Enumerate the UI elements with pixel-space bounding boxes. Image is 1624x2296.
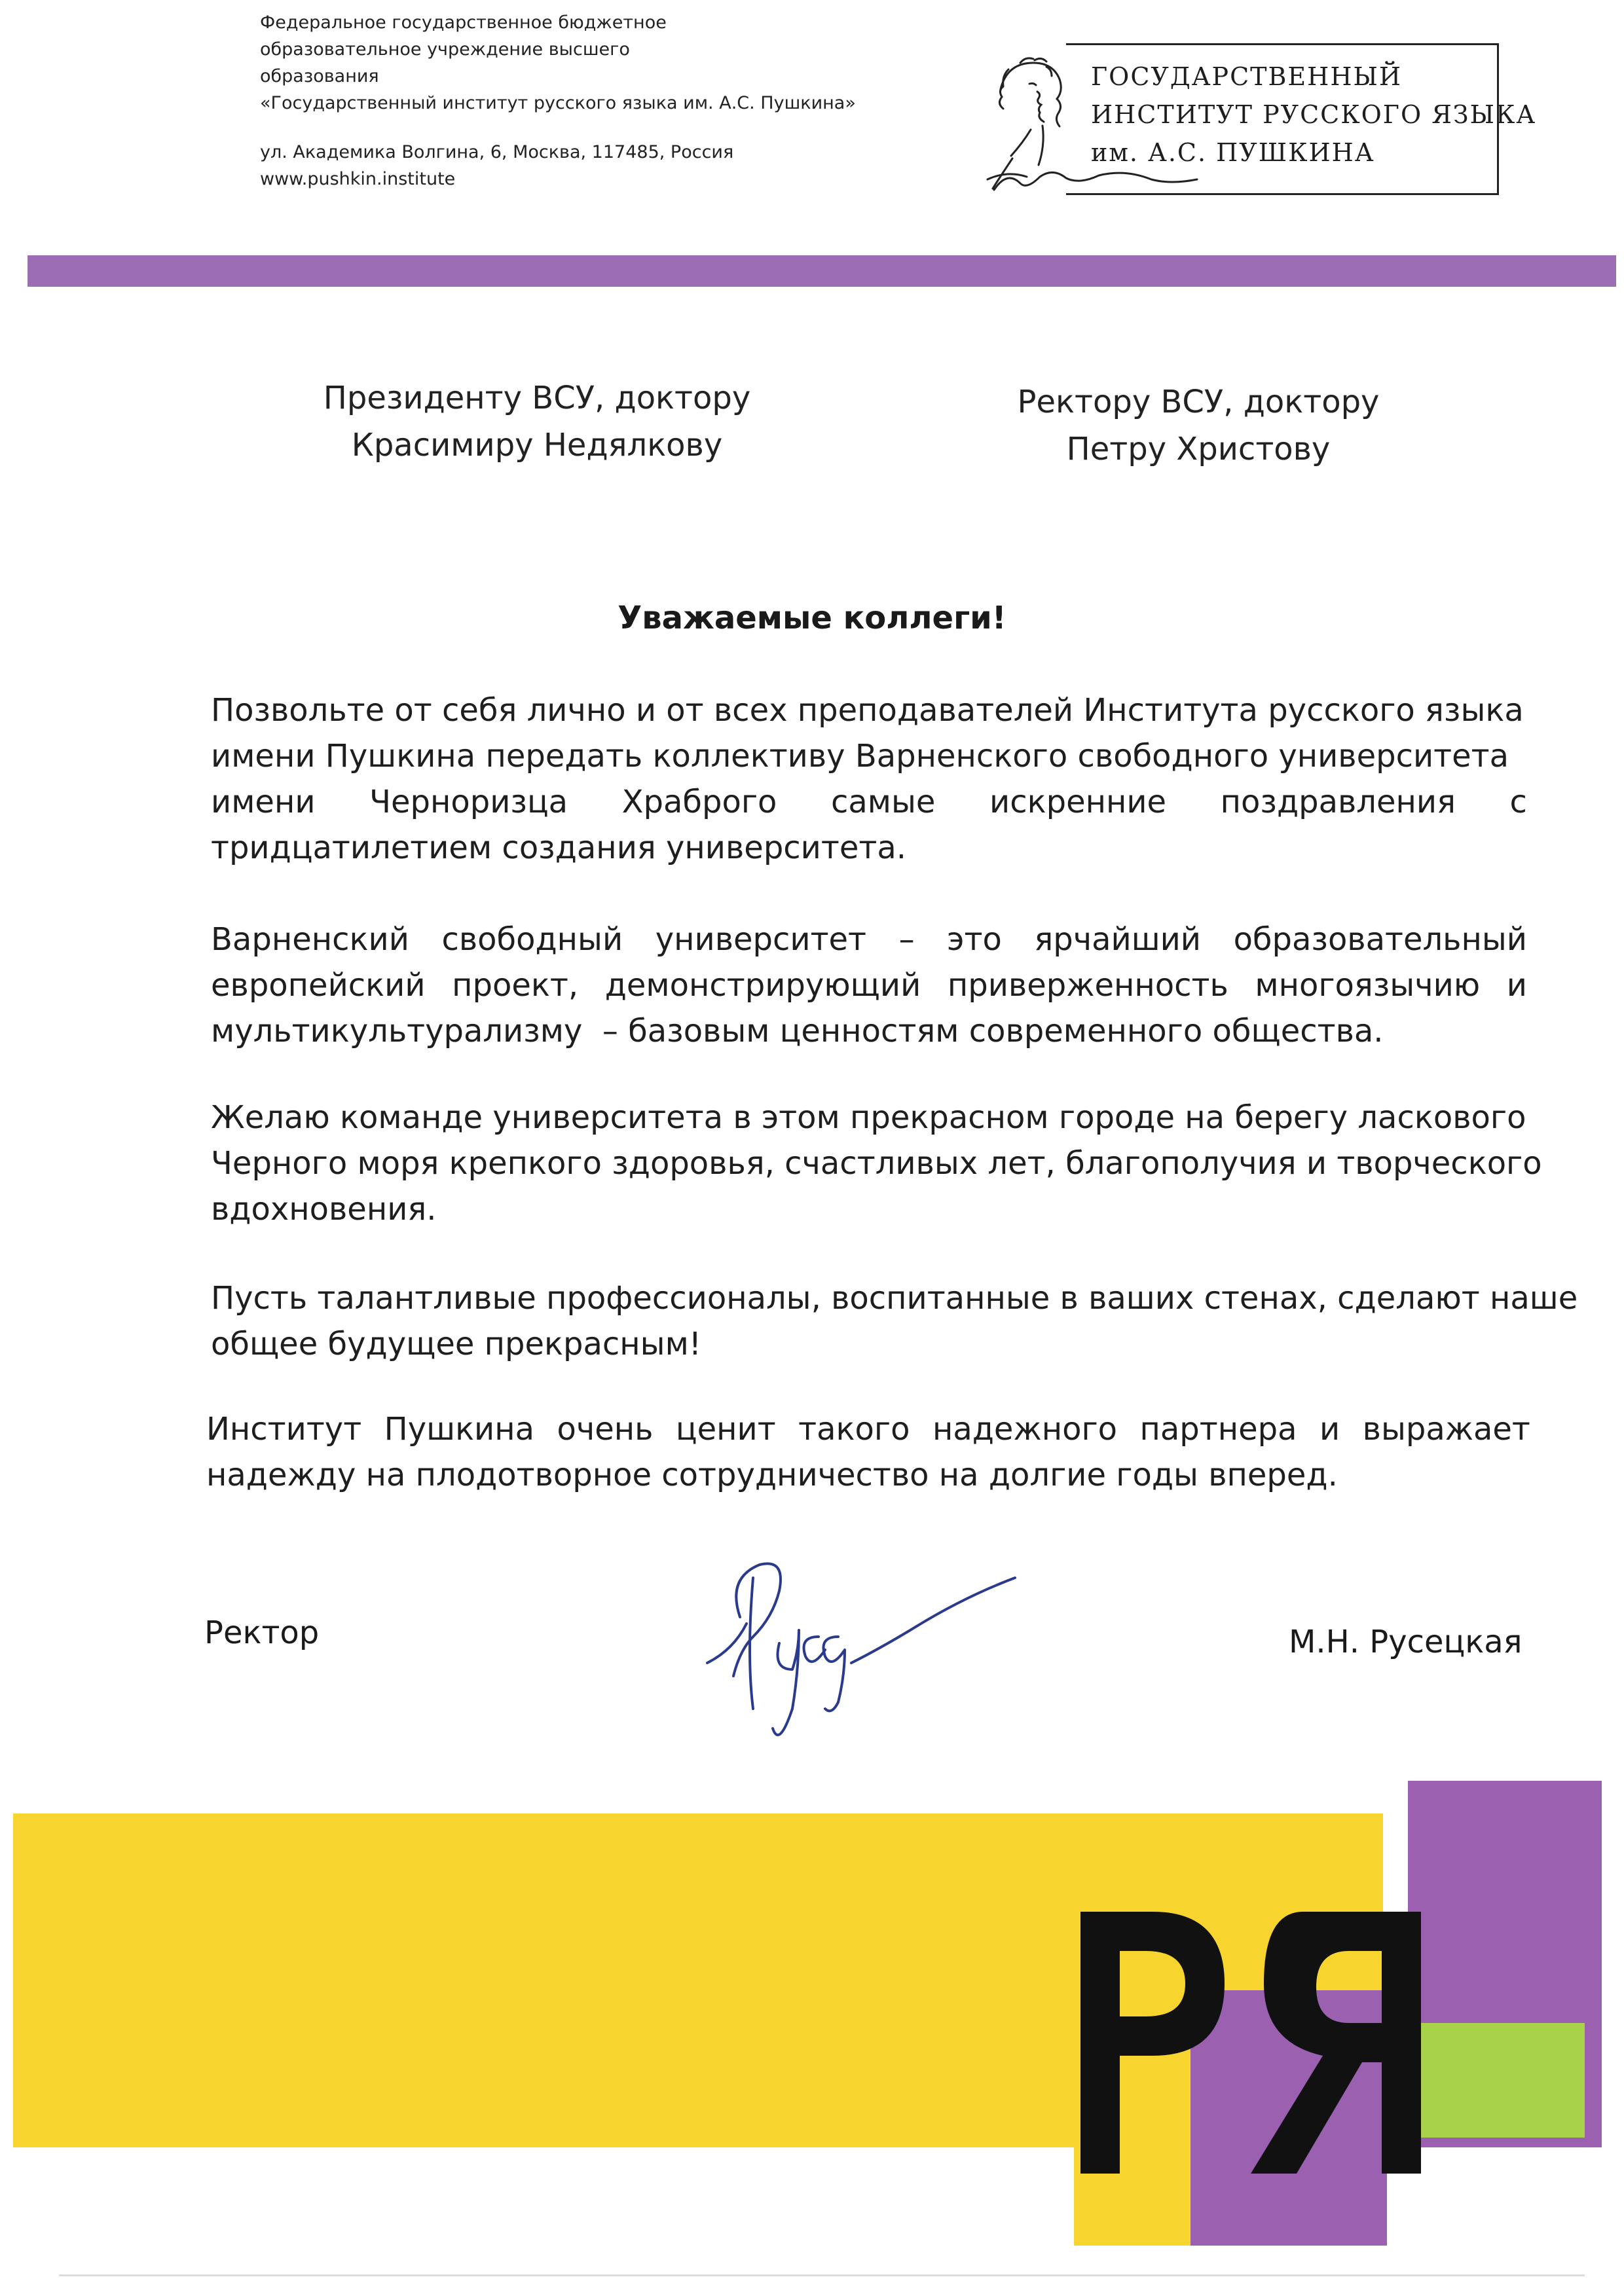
text-line: общее будущее прекрасным! — [211, 1326, 702, 1362]
organization-contacts — [260, 139, 733, 192]
word: и — [1506, 967, 1527, 1004]
org-line: образовательное учреждение высшего — [260, 39, 630, 60]
word: Варненский — [211, 921, 409, 958]
word: университет — [655, 921, 867, 958]
word: европейский — [211, 967, 426, 1004]
word: и — [1320, 1411, 1340, 1448]
text-line: Позвольте от себя лично и от всех преподавателей Института русского языка — [211, 692, 1524, 729]
text-line: Желаю команде университета в этом прекрасном городе на берегу ласкового — [211, 1099, 1526, 1136]
text-line-justified — [211, 962, 1527, 1008]
word: приверженность — [947, 967, 1228, 1004]
paragraph-partnership — [206, 1406, 1530, 1498]
organization-name — [260, 9, 915, 117]
org-line: Федеральное государственное бюджетное — [260, 12, 667, 33]
addressee-line: Ректору ВСУ, доктору — [1017, 384, 1380, 420]
word: партнера — [1139, 1411, 1297, 1448]
institute-logo — [974, 43, 1537, 191]
signer-role: Ректор — [204, 1614, 320, 1651]
logo-line: ГОСУДАРСТВЕННЫЙ — [1091, 62, 1402, 91]
word: очень — [557, 1411, 654, 1448]
logo-text — [1091, 58, 1536, 172]
addressee-line: Президенту ВСУ, доктору — [323, 380, 751, 416]
word: искренние — [989, 784, 1167, 820]
paragraph-congratulations — [211, 687, 1527, 871]
text-line-justified — [206, 1406, 1530, 1452]
text-line-justified — [211, 917, 1527, 962]
word: Институт — [206, 1411, 362, 1448]
word: Храброго — [621, 784, 777, 820]
signer-name: М.Н. Русецкая — [1289, 1624, 1522, 1660]
text-line: Пусть талантливые профессионалы, воспитанные в ваших стенах, сделают наше — [211, 1280, 1578, 1317]
text-line-justified — [211, 779, 1527, 825]
paragraph-future — [211, 1275, 1578, 1367]
word: это — [947, 921, 1002, 958]
text-line: вдохновения. — [211, 1191, 437, 1228]
word: ценит — [675, 1411, 776, 1448]
word: самые — [830, 784, 936, 820]
org-line: образования — [260, 66, 379, 86]
handwritten-signature — [688, 1525, 1054, 1781]
postal-address: ул. Академика Волгина, 6, Москва, 117485, Россия — [260, 142, 734, 162]
website-link[interactable]: www.pushkin.institute — [260, 169, 456, 189]
text-line: Черного моря крепкого здоровья, счастливых лет, благополучия и творческого — [211, 1145, 1542, 1182]
word: Черноризца — [369, 784, 568, 820]
word: многоязычию — [1255, 967, 1481, 1004]
word: свободный — [441, 921, 623, 958]
word: такого — [798, 1411, 910, 1448]
paragraph-wishes — [211, 1095, 1542, 1232]
logo-line: ИНСТИТУТ РУССКОГО ЯЗЫКА — [1091, 100, 1537, 129]
page-bottom-line — [59, 2274, 1585, 2276]
addressee-line: Петру Христову — [1066, 431, 1331, 467]
word: с — [1509, 784, 1527, 820]
org-line: «Государственный институт русского языка им. А.С. Пушкина» — [260, 93, 856, 113]
word: – — [898, 921, 915, 958]
addressee-president — [288, 374, 786, 469]
logo-line: им. А.С. ПУШКИНА — [1091, 138, 1375, 167]
text-line: надежду на плодотворное сотрудничество на долгие годы вперед. — [206, 1457, 1338, 1493]
word: надежного — [932, 1411, 1118, 1448]
word: демонстрирующий — [604, 967, 921, 1004]
addressee-line: Красимиру Недялкову — [351, 427, 723, 464]
paragraph-university — [211, 917, 1527, 1054]
word: Пушкина — [384, 1411, 535, 1448]
institute-emblem-icon — [1048, 1853, 1441, 2193]
header-divider-bar — [28, 255, 1616, 287]
salutation: Уважаемые коллеги! — [618, 600, 1006, 636]
word: проект, — [452, 967, 579, 1004]
addressee-rector — [950, 378, 1447, 473]
word: выражает — [1362, 1411, 1530, 1448]
text-line: имени Пушкина передать коллективу Варненского свободного университета — [211, 738, 1509, 774]
word: имени — [211, 784, 316, 820]
word: поздравления — [1220, 784, 1456, 820]
text-line: мультикультурализму – базовым ценностям современного общества. — [211, 1013, 1384, 1049]
word: образовательный — [1233, 921, 1527, 958]
word: ярчайший — [1034, 921, 1201, 958]
text-line: тридцатилетием создания университета. — [211, 829, 906, 866]
